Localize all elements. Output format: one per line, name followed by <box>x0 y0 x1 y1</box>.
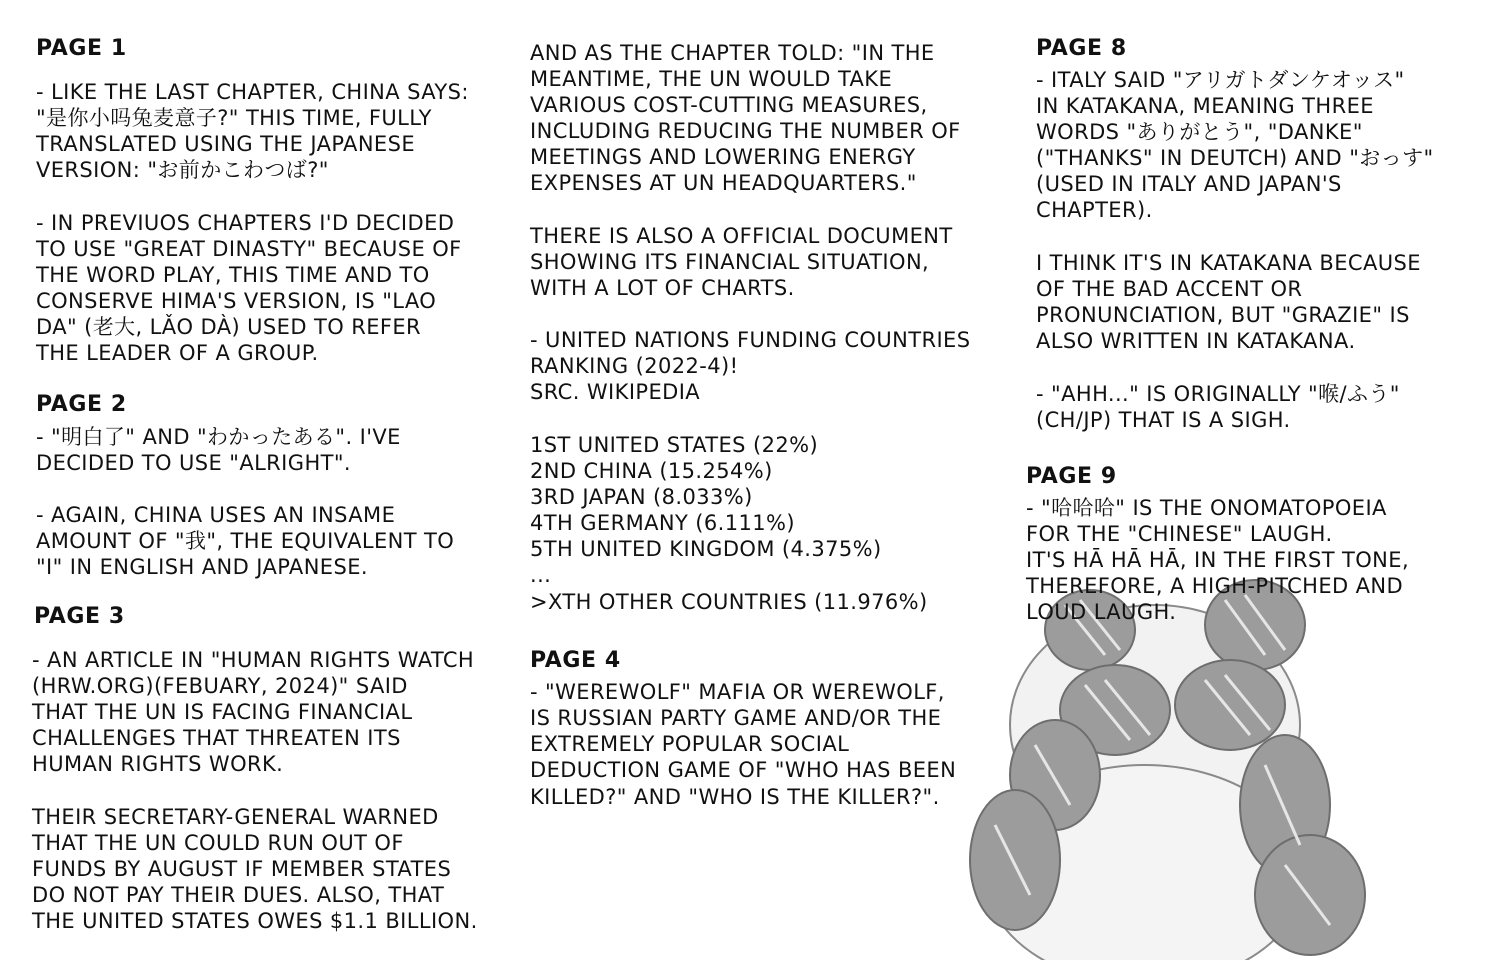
text-line: THAT THE UN COULD RUN OUT OF <box>32 831 404 855</box>
ranking-item: 1ST UNITED STATES (22%) <box>530 433 819 457</box>
text-line: - "哈哈哈" IS THE ONOMATOPOEIA <box>1026 496 1387 520</box>
text-line: ALSO WRITTEN IN KATAKANA. <box>1036 329 1356 353</box>
text-line: - "AHH..." IS ORIGINALLY "喉/ふう" <box>1036 382 1400 406</box>
text-line: DA" (老大, LǍO DÀ) USED TO REFER <box>36 315 421 339</box>
text-line: DECIDED TO USE "ALRIGHT". <box>36 451 351 475</box>
text-line: THE LEADER OF A GROUP. <box>36 341 319 365</box>
text-line: FUNDS BY AUGUST IF MEMBER STATES <box>32 857 452 881</box>
ranking-item: >XTH OTHER COUNTRIES (11.976%) <box>530 590 928 614</box>
ranking-item: 3RD JAPAN (8.033%) <box>530 485 753 509</box>
text-line: IN KATAKANA, MEANING THREE <box>1036 94 1374 118</box>
text-line: THERE IS ALSO A OFFICIAL DOCUMENT <box>530 224 953 248</box>
text-line: THE UNITED STATES OWES $1.1 BILLION. <box>32 909 478 933</box>
text-line: PRONUNCIATION, BUT "GRAZIE" IS <box>1036 303 1410 327</box>
text-line: MEANTIME, THE UN WOULD TAKE <box>530 67 893 91</box>
text-line: "是你小吗兔麦意子?" THIS TIME, FULLY <box>36 106 432 130</box>
text-line: WORDS "ありがとう", "DANKE" <box>1036 120 1363 144</box>
text-line: - UNITED NATIONS FUNDING COUNTRIES <box>530 328 971 352</box>
text-line: (USED IN ITALY AND JAPAN'S <box>1036 172 1342 196</box>
text-line: INCLUDING REDUCING THE NUMBER OF <box>530 119 961 143</box>
ellipsis: ... <box>530 563 552 587</box>
text-line: - LIKE THE LAST CHAPTER, CHINA SAYS: <box>36 80 469 104</box>
text-line: THE WORD PLAY, THIS TIME AND TO <box>36 263 430 287</box>
text-line: THEREFORE, A HIGH-PITCHED AND <box>1026 574 1404 598</box>
text-line: RANKING (2022-4)! <box>530 354 739 378</box>
text-line: EXTREMELY POPULAR SOCIAL <box>530 732 850 756</box>
page-2-heading: PAGE 2 <box>36 392 127 417</box>
text-line: - IN PREVIUOS CHAPTERS I'D DECIDED <box>36 211 455 235</box>
text-line: - AGAIN, CHINA USES AN INSAME <box>36 503 396 527</box>
text-line: CHAPTER). <box>1036 198 1153 222</box>
text-line: ("THANKS" IN DEUTCH) AND "おっす" <box>1036 146 1434 170</box>
text-line: WITH A LOT OF CHARTS. <box>530 276 795 300</box>
page-9-heading: PAGE 9 <box>1026 464 1117 489</box>
text-line: (CH/JP) THAT IS A SIGH. <box>1036 408 1291 432</box>
ranking-item: 2ND CHINA (15.254%) <box>530 459 773 483</box>
text-line: FOR THE "CHINESE" LAUGH. <box>1026 522 1333 546</box>
page-8-heading: PAGE 8 <box>1036 36 1127 61</box>
text-line: TRANSLATED USING THE JAPANESE <box>36 132 415 156</box>
text-line: AND AS THE CHAPTER TOLD: "IN THE <box>530 41 935 65</box>
text-line: DO NOT PAY THEIR DUES. ALSO, THAT <box>32 883 445 907</box>
text-line: THEIR SECRETARY-GENERAL WARNED <box>32 805 439 829</box>
text-line: - "明白了" AND "わかったある". I'VE <box>36 425 401 449</box>
page-3-heading: PAGE 3 <box>34 604 125 629</box>
text-line: I THINK IT'S IN KATAKANA BECAUSE <box>1036 251 1421 275</box>
text-line: LOUD LAUGH. <box>1026 600 1177 624</box>
text-line: CHALLENGES THAT THREATEN ITS <box>32 726 401 750</box>
text-line: VERSION: "お前かこわつば?" <box>36 158 329 182</box>
text-line: HUMAN RIGHTS WORK. <box>32 752 284 776</box>
panda-illustration <box>955 575 1405 960</box>
text-line: "I" IN ENGLISH AND JAPANESE. <box>36 555 368 579</box>
ranking-item: 4TH GERMANY (6.111%) <box>530 511 795 535</box>
text-line: - "WEREWOLF" MAFIA OR WEREWOLF, <box>530 680 945 704</box>
text-line: DEDUCTION GAME OF "WHO HAS BEEN <box>530 758 957 782</box>
text-line: (HRW.ORG)(FEBUARY, 2024)" SAID <box>32 674 408 698</box>
text-line: CONSERVE HIMA'S VERSION, IS "LAO <box>36 289 437 313</box>
page-1-heading: PAGE 1 <box>36 36 127 61</box>
ranking-item: 5TH UNITED KINGDOM (4.375%) <box>530 537 882 561</box>
text-line: VARIOUS COST-CUTTING MEASURES, <box>530 93 928 117</box>
text-line: SRC. WIKIPEDIA <box>530 380 701 404</box>
text-line: - AN ARTICLE IN "HUMAN RIGHTS WATCH <box>32 648 475 672</box>
text-line: SHOWING ITS FINANCIAL SITUATION, <box>530 250 930 274</box>
text-line: IT'S HĀ HĀ HĀ, IN THE FIRST TONE, <box>1026 548 1410 572</box>
text-line: MEETINGS AND LOWERING ENERGY <box>530 145 916 169</box>
text-line: EXPENSES AT UN HEADQUARTERS." <box>530 171 917 195</box>
text-line: IS RUSSIAN PARTY GAME AND/OR THE <box>530 706 942 730</box>
text-line: KILLED?" AND "WHO IS THE KILLER?". <box>530 785 940 809</box>
text-line: OF THE BAD ACCENT OR <box>1036 277 1303 301</box>
text-line: - ITALY SAID "アリガトダンケオッス" <box>1036 68 1405 92</box>
text-line: TO USE "GREAT DINASTY" BECAUSE OF <box>36 237 462 261</box>
page-4-heading: PAGE 4 <box>530 648 621 673</box>
text-line: AMOUNT OF "我", THE EQUIVALENT TO <box>36 529 455 553</box>
text-line: THAT THE UN IS FACING FINANCIAL <box>32 700 413 724</box>
